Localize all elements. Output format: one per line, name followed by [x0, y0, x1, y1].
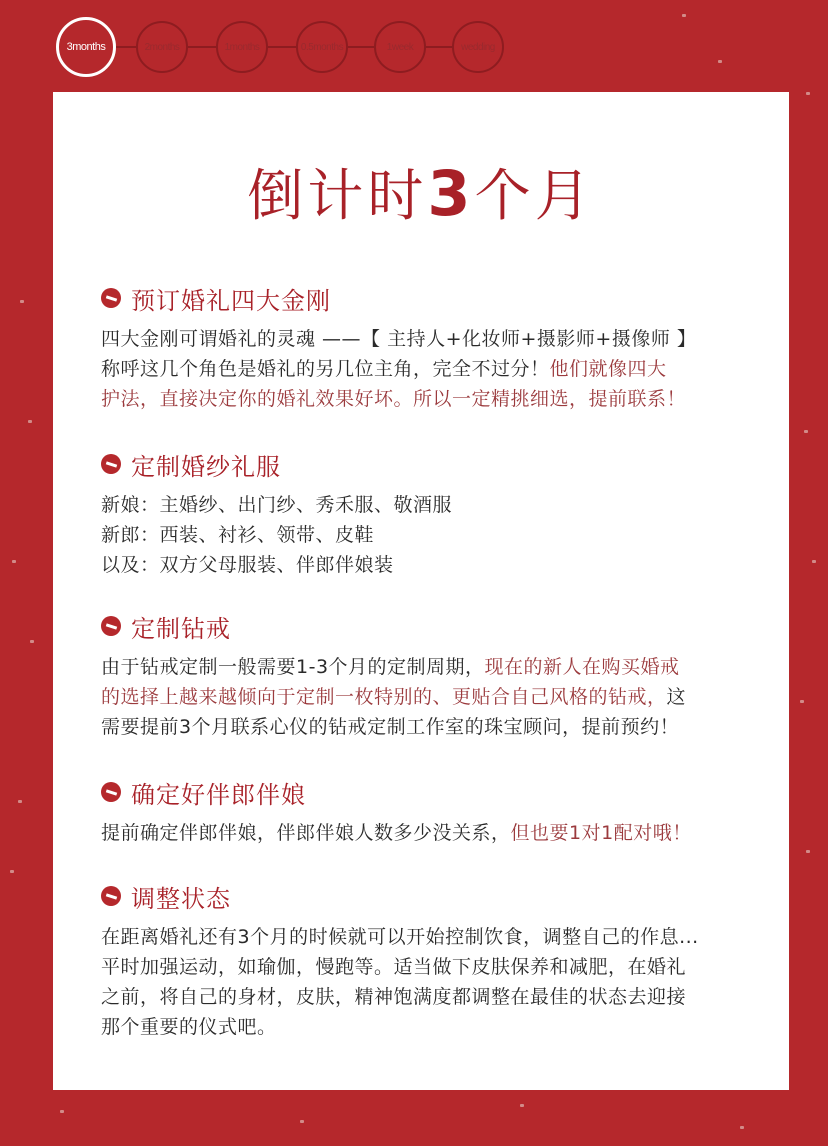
- section-four-vendors: [101, 280, 761, 414]
- timeline-step-1months[interactable]: 1months: [216, 21, 268, 73]
- body-line: 之前，将自己的身材，皮肤，精神饱满度都调整在最佳的状态去迎接: [101, 986, 687, 1008]
- body-line: 提前确定伴郎伴娘，伴郎伴娘人数多少没关系，: [101, 822, 511, 844]
- body-line: 那个重要的仪式吧。: [101, 1016, 277, 1038]
- body-line: 由于钻戒定制一般需要1-3个月的定制周期，: [101, 656, 485, 678]
- timeline-step-wedding[interactable]: wedding: [452, 21, 504, 73]
- timeline-step-0.5months[interactable]: 0.5months: [296, 21, 348, 73]
- section-heading: 定制婚纱礼服: [131, 452, 281, 481]
- section-adjust-condition: [101, 878, 761, 1042]
- section-body: [101, 324, 761, 414]
- section-bullet-icon: [101, 782, 121, 802]
- section-bullet-icon: [101, 288, 121, 308]
- body-line: 这: [666, 686, 687, 708]
- section-body: [101, 818, 761, 848]
- section-body: [101, 922, 761, 1042]
- timeline-step-2months[interactable]: 2months: [136, 21, 188, 73]
- body-line: 在距离婚礼还有3个月的时候就可以开始控制饮食，调整自己的作息...: [101, 926, 699, 948]
- title-suffix: 个月: [474, 164, 595, 229]
- section-heading: 预订婚礼四大金刚: [131, 286, 331, 315]
- body-line: 四大金刚可谓婚礼的灵魂 ——【 主持人+化妆师+摄影师+摄像师 】: [101, 328, 697, 350]
- section-heading: 调整状态: [131, 884, 231, 913]
- body-highlight: 现在的新人在购买婚戒: [484, 656, 680, 678]
- body-highlight: 的选择上越来越倾向于定制一枚特别的、更贴合自己风格的钻戒，: [101, 686, 667, 708]
- section-wedding-dress: [101, 446, 761, 580]
- content-card: [53, 92, 789, 1090]
- body-highlight: 但也要1对1配对哦！: [510, 822, 692, 844]
- body-highlight: 护法，直接决定你的婚礼效果好坏。所以一定精挑细选，提前联系！: [101, 388, 687, 410]
- countdown-timeline: [56, 17, 516, 77]
- title-number: 3: [427, 157, 475, 230]
- timeline-step-3months[interactable]: 3months: [56, 17, 116, 77]
- body-line: 称呼这几个角色是婚礼的另几位主角，完全不过分！: [101, 358, 550, 380]
- body-line: 新郎：西装、衬衫、领带、皮鞋: [101, 524, 375, 546]
- body-line: 需要提前3个月联系心仪的钻戒定制工作室的珠宝顾问，提前预约！: [101, 716, 680, 738]
- section-bullet-icon: [101, 616, 121, 636]
- body-line: 新娘：主婚纱、出门纱、秀禾服、敬酒服: [101, 494, 453, 516]
- title-prefix: 倒计时: [247, 164, 428, 229]
- page-title: [53, 152, 789, 232]
- section-bullet-icon: [101, 454, 121, 474]
- section-heading: 确定好伴郎伴娘: [131, 780, 306, 809]
- section-heading: 定制钻戒: [131, 614, 231, 643]
- body-highlight: 他们就像四大: [549, 358, 667, 380]
- section-body: [101, 490, 761, 580]
- section-groomsmen-bridesmaids: [101, 774, 761, 848]
- section-custom-ring: [101, 608, 761, 742]
- timeline-step-1week[interactable]: 1week: [374, 21, 426, 73]
- body-line: 平时加强运动，如瑜伽，慢跑等。适当做下皮肤保养和减肥，在婚礼: [101, 956, 687, 978]
- section-bullet-icon: [101, 886, 121, 906]
- body-line: 以及：双方父母服装、伴郎伴娘装: [101, 554, 394, 576]
- section-body: [101, 652, 761, 742]
